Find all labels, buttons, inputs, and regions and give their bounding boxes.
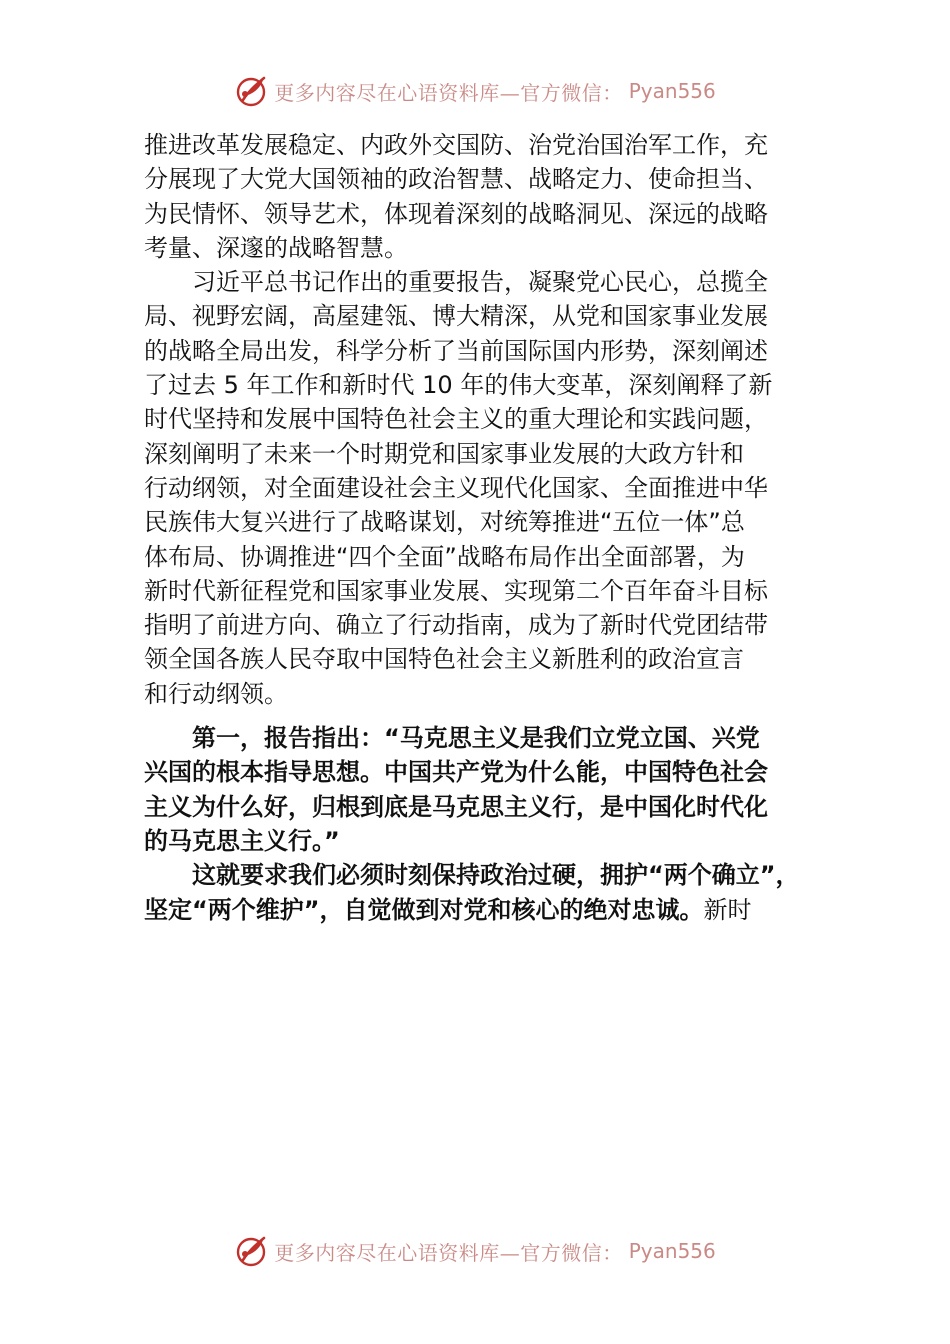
text-span: 新时	[703, 895, 752, 924]
bold-text-line: 的马克思主义行。”	[144, 826, 340, 855]
feather-logo-icon	[234, 74, 268, 108]
paragraph-3-bold-quote	[144, 721, 808, 858]
bold-text-span: 坚定“两个维护”，自觉做到对党和核心的绝对忠诚。	[144, 895, 704, 924]
paragraph-1	[144, 128, 808, 265]
text-line: 行动纲领，对全面建设社会主义现代化国家、全面推进中华	[144, 473, 768, 502]
text-line: 领全国各族人民夺取中国特色社会主义新胜利的政治宣言	[144, 645, 744, 674]
bold-text-line: 这就要求我们必须时刻保持政治过硬，拥护“两个确立”，	[144, 861, 800, 890]
paragraph-2	[144, 265, 808, 711]
text-line: 为民情怀、领导艺术，体现着深刻的战略洞见、深远的战略	[144, 199, 768, 228]
text-line: 民族伟大复兴进行了战略谋划，对统筹推进“五位一体”总	[144, 508, 745, 537]
bold-text-line: 主义为什么好，归根到底是马克思主义行，是中国化时代化	[144, 792, 768, 821]
footer-watermark	[0, 1231, 950, 1271]
bold-text-line: 第一，报告指出：“马克思主义是我们立党立国、兴党	[144, 724, 760, 753]
text-line: 指明了前进方向、确立了行动指南，成为了新时代党团结带	[144, 611, 768, 640]
text-line: 体布局、协调推进“四个全面”战略布局作出全面部署，为	[144, 542, 745, 571]
document-body	[144, 128, 808, 927]
text-line: 考量、深邃的战略智慧。	[144, 233, 408, 262]
bold-text-line: 兴国的根本指导思想。中国共产党为什么能，中国特色社会	[144, 758, 768, 787]
text-line: 和行动纲领。	[144, 679, 288, 708]
header-watermark	[0, 71, 950, 111]
text-line: 深刻阐明了未来一个时期党和国家事业发展的大政方针和	[144, 439, 744, 468]
text-line: 的战略全局出发，科学分析了当前国际国内形势，深刻阐述	[144, 336, 768, 365]
text-line: 局、视野宏阔，高屋建瓴、博大精深，从党和国家事业发展	[144, 302, 768, 331]
watermark-text: 更多内容尽在心语资料库—官方微信：	[274, 1240, 623, 1265]
text-line: 新时代新征程党和国家事业发展、实现第二个百年奋斗目标	[144, 576, 768, 605]
text-line: 了过去 5 年工作和新时代 10 年的伟大变革，深刻阐释了新	[144, 371, 773, 400]
watermark-wechat-id: Pyan556	[628, 1239, 716, 1263]
paragraph-4	[144, 858, 808, 927]
watermark-text: 更多内容尽在心语资料库—官方微信：	[274, 80, 623, 105]
text-line: 时代坚持和发展中国特色社会主义的重大理论和实践问题，	[144, 405, 768, 434]
text-line: 习近平总书记作出的重要报告，凝聚党心民心，总揽全	[144, 268, 768, 297]
text-line: 推进改革发展稳定、内政外交国防、治党治国治军工作，充	[144, 131, 768, 159]
watermark-wechat-id: Pyan556	[628, 79, 716, 103]
text-line: 分展现了大党大国领袖的政治智慧、战略定力、使命担当、	[144, 165, 768, 194]
text-line	[144, 893, 808, 927]
feather-logo-icon	[234, 1234, 268, 1268]
